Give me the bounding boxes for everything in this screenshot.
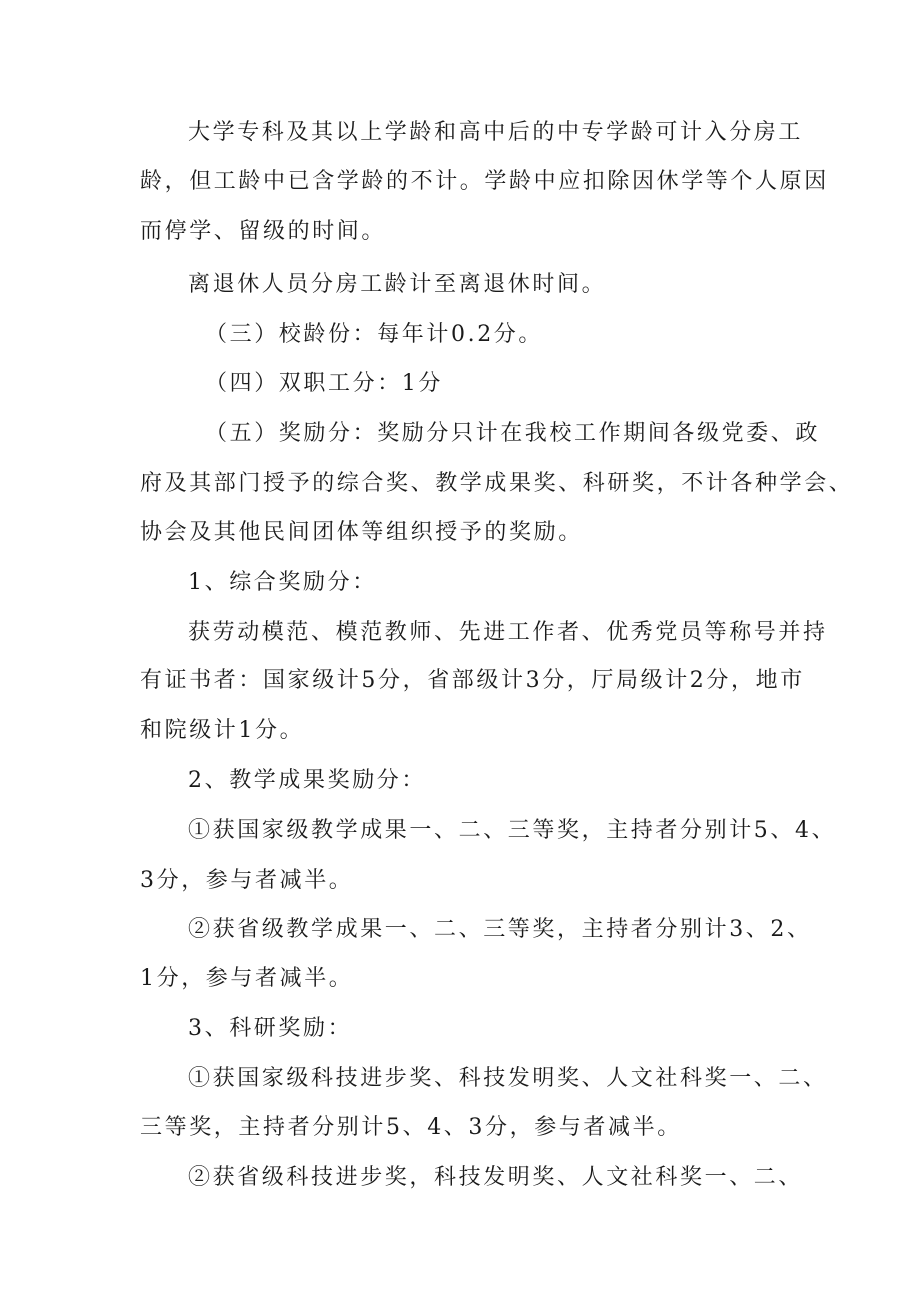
list-item-line: ①获国家级科技进步奖、科技发明奖、人文社科奖一、二、	[188, 1066, 828, 1091]
paragraph-line: 大学专科及其以上学龄和高中后的中专学龄可计入分房工	[188, 120, 804, 145]
list-item-line: ②获省级教学成果一、二、三等奖，主持者分别计3、2、	[188, 917, 812, 942]
paragraph-line: 和院级计1分。	[140, 718, 305, 743]
paragraph-line: 府及其部门授予的综合奖、教学成果奖、科研奖，不计各种学会、	[140, 471, 854, 496]
paragraph-line: 协会及其他民间团体等组织授予的奖励。	[140, 520, 583, 545]
list-item-line: 3分，参与者减半。	[140, 868, 354, 893]
section-heading: （四）双职工分：1分	[205, 371, 443, 396]
paragraph-line: 龄，但工龄中已含学龄的不计。学龄中应扣除因休学等个人原因	[140, 169, 829, 194]
paragraph-line: 有证书者：国家级计5分，省部级计3分，厅局级计2分，地市	[140, 668, 805, 693]
subsection-heading: 2、教学成果奖励分：	[188, 768, 426, 793]
list-item-line: ①获国家级教学成果一、二、三等奖，主持者分别计5、4、	[188, 818, 837, 843]
list-item-line: 1分，参与者减半。	[140, 966, 354, 991]
subsection-heading: 3、科研奖励：	[188, 1016, 353, 1041]
paragraph-line: 离退休人员分房工龄计至离退休时间。	[188, 272, 607, 297]
paragraph-line: 而停学、留级的时间。	[140, 219, 387, 244]
list-item-line: 三等奖，主持者分别计5、4、3分，参与者减半。	[140, 1115, 682, 1140]
list-item-line: ②获省级科技进步奖，科技发明奖、人文社科奖一、二、	[188, 1165, 804, 1190]
section-heading: （五）奖励分：奖励分只计在我校工作期间各级党委、政	[205, 421, 821, 446]
paragraph-line: 获劳动模范、模范教师、先进工作者、优秀党员等称号并持	[188, 620, 828, 645]
subsection-heading: 1、综合奖励分：	[188, 570, 377, 595]
section-heading: （三）校龄份：每年计0.2分。	[205, 322, 543, 347]
